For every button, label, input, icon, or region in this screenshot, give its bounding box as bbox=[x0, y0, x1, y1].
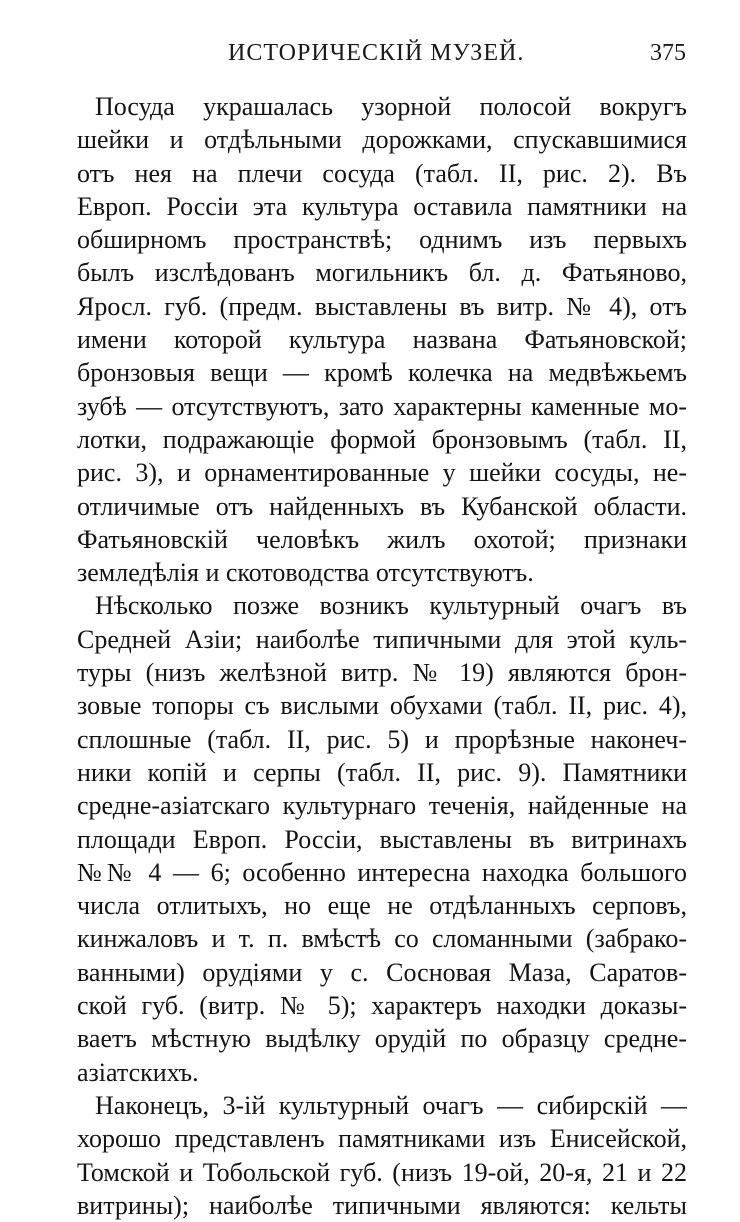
text-line: Наконецъ, 3-ій культурный очагъ — сибирскій — bbox=[95, 1090, 687, 1120]
text-line: Европ. Россіи эта культура оставила памятники на bbox=[77, 191, 687, 221]
text-line: Яросл. губ. (предм. выставлены въ витр. № 4), отъ bbox=[77, 291, 687, 321]
text-line: кинжаловъ и т. п. вмѣстѣ со сломанными (забрако- bbox=[77, 924, 687, 954]
text-line: ники копій и серпы (табл. II, рис. 9). Памятники bbox=[77, 757, 687, 787]
text-line: числа отлитыхъ, но еще не отдѣланныхъ серповъ, bbox=[77, 891, 687, 921]
text-line: ванными) орудіями у с. Сосновая Маза, Саратов- bbox=[77, 957, 687, 987]
text-line: Нѣсколько позже возникъ культурный очагъ въ bbox=[95, 591, 687, 621]
page-header bbox=[0, 40, 740, 80]
text-line: Средней Азіи; наиболѣе типичными для этой куль- bbox=[77, 624, 687, 654]
text-line: имени которой культура названа Фатьяновской; bbox=[77, 325, 687, 355]
text-line: Томской и Тобольской губ. (низъ 19-ой, 20-я, 21 и 22 bbox=[77, 1157, 687, 1187]
text-line: сплошные (табл. II, рис. 5) и прорѣзные наконеч- bbox=[77, 724, 687, 754]
text-line: зубѣ — отсутствуютъ, зато характерны каменные мо- bbox=[77, 391, 687, 421]
text-line: земледѣлія и скотоводства отсутствуютъ. bbox=[77, 558, 534, 588]
text-line: отличимые отъ найденныхъ въ Кубанской области. bbox=[77, 491, 687, 521]
text-line: рис. 3), и орнаментированные у шейки сосуды, не- bbox=[77, 458, 687, 488]
text-line: зовые топоры съ вислыми обухами (табл. II, рис. 4), bbox=[77, 691, 687, 721]
text-line: площади Европ. Россіи, выставлены въ витринахъ bbox=[77, 824, 687, 854]
text-line: отъ нея на плечи сосуда (табл. II, рис. 2). Въ bbox=[77, 158, 687, 188]
text-line: Посуда украшалась узорной полосой вокругъ bbox=[95, 92, 687, 121]
text-line: Фатьяновскій человѣкъ жилъ охотой; признаки bbox=[77, 524, 687, 554]
text-line: былъ изслѣдованъ могильникъ бл. д. Фатьяново, bbox=[77, 258, 687, 288]
text-line: азіатскихъ. bbox=[77, 1057, 199, 1087]
text-line: средне-азіатскаго культурнаго теченія, найденные на bbox=[77, 791, 687, 821]
body-text bbox=[77, 90, 687, 1222]
paragraph-3 bbox=[77, 1089, 687, 1222]
text-line: обширномъ пространствѣ; однимъ изъ первыхъ bbox=[77, 225, 687, 255]
text-line: №№ 4 — 6; особенно интересна находка большого bbox=[77, 857, 687, 887]
page-number: 375 bbox=[650, 40, 686, 66]
text-line: ваетъ мѣстную выдѣлку орудій по образцу средне- bbox=[77, 1024, 687, 1054]
text-line: туры (низъ желѣзной витр. № 19) являются брон- bbox=[77, 658, 687, 688]
text-line: ской губ. (витр. № 5); характеръ находки доказы- bbox=[77, 991, 687, 1021]
paragraph-1 bbox=[77, 90, 687, 589]
text-line: витрины); наиболѣе типичными являются: кельты bbox=[77, 1190, 687, 1220]
text-line: лотки, подражающіе формой бронзовымъ (табл. II, bbox=[77, 424, 687, 454]
text-line: шейки и отдѣльными дорожками, спускавшимися bbox=[77, 125, 687, 155]
text-line: хорошо представленъ памятниками изъ Енисейской, bbox=[77, 1124, 687, 1154]
paragraph-2 bbox=[77, 589, 687, 1088]
running-title: ИСТОРИЧЕСКІЙ МУЗЕЙ. bbox=[228, 40, 525, 66]
text-line: бронзовыя вещи — кромѣ колечка на медвѣжьемъ bbox=[77, 358, 687, 388]
